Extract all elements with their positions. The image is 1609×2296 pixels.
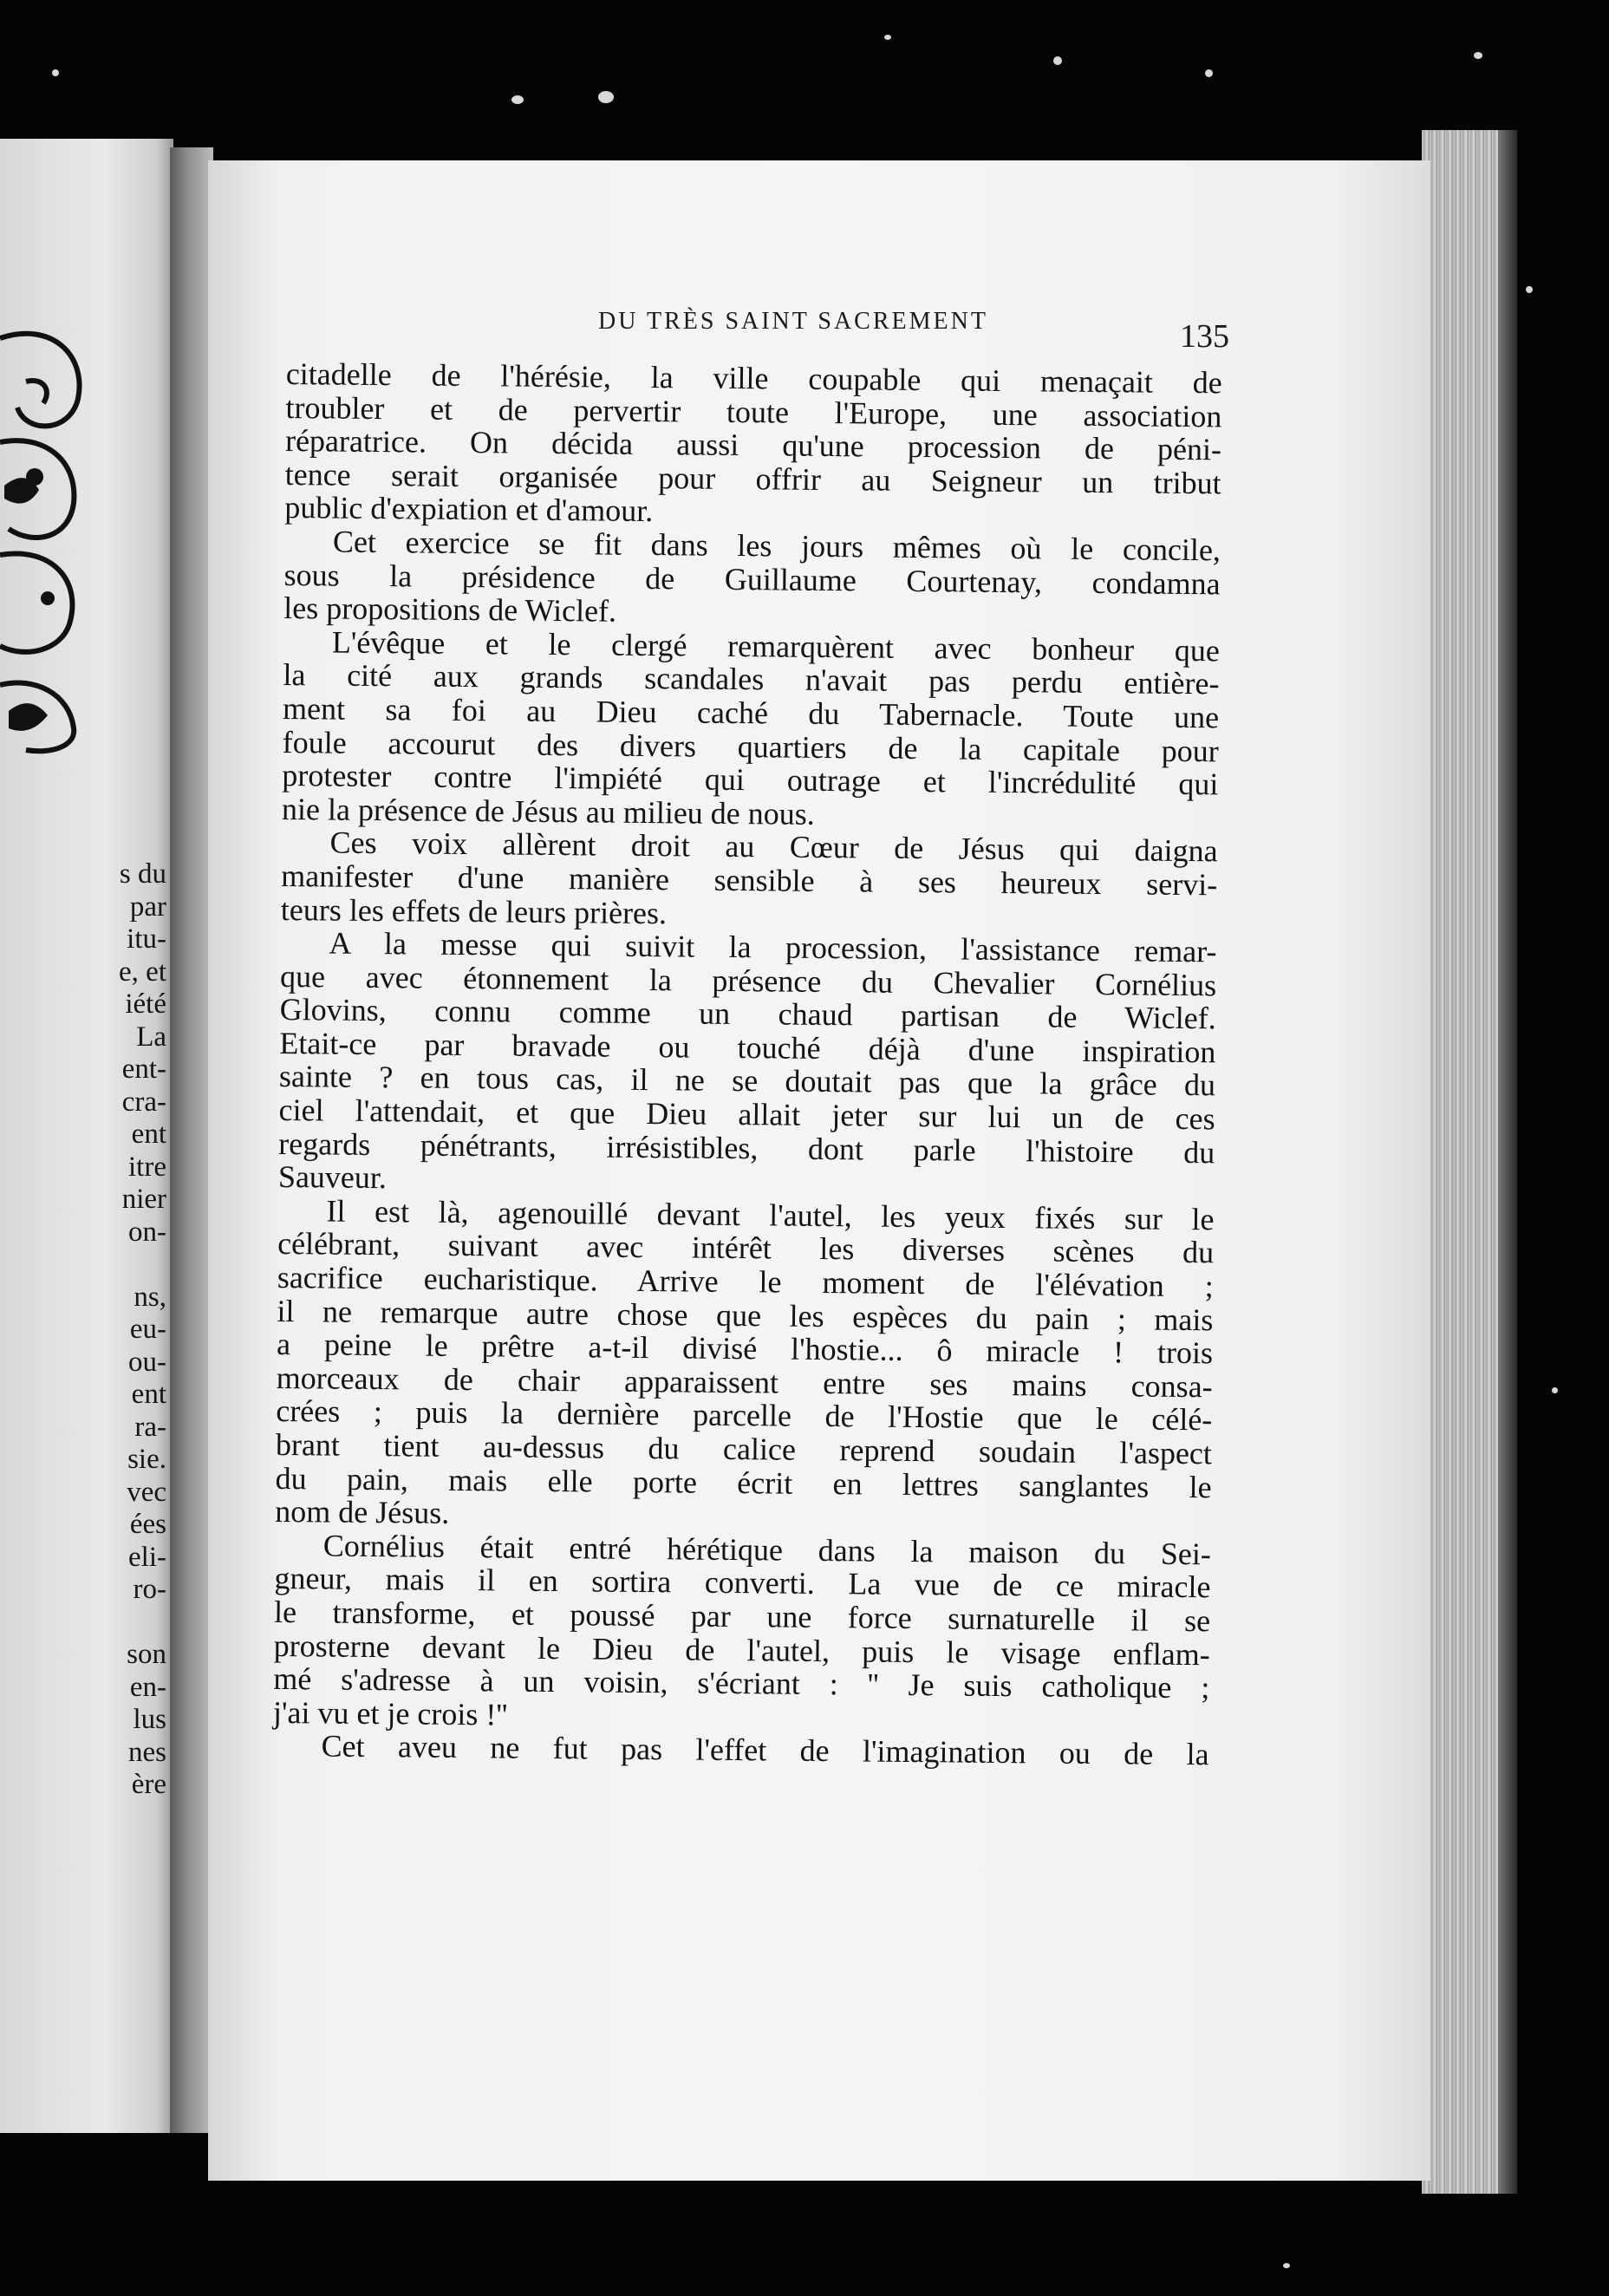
text-line: Etait-ce par bravade ou touché déjà d'une inspiration bbox=[279, 1025, 1216, 1070]
text-line: crées ; puis la dernière parcelle de l'Hostie que le célé- bbox=[276, 1393, 1213, 1438]
text-line: prosterne devant le Dieu de l'autel, puis le visage enflam- bbox=[273, 1627, 1210, 1672]
text-line: foule accourut des divers quartiers de la capitale pour bbox=[282, 724, 1219, 768]
left-fragment-line bbox=[0, 1249, 173, 1282]
left-fragment-line: on- bbox=[128, 1216, 166, 1248]
left-fragment-line: ent- bbox=[121, 1053, 166, 1085]
text-line: nie la présence de Jésus au milieu de nous. bbox=[281, 791, 815, 832]
left-fragment-line: nes bbox=[128, 1736, 166, 1768]
left-fragment-line: ère bbox=[131, 1769, 166, 1800]
text-line: mé s'adresse à un voisin, s'écriant : '' Je suis catholique ; bbox=[273, 1661, 1210, 1706]
text-line: Il est là, agenouillé devant l'autel, les yeux fixés sur le bbox=[326, 1193, 1215, 1237]
page-edges bbox=[1422, 130, 1517, 2194]
left-fragment-line: par bbox=[129, 890, 166, 923]
left-fragment-line: vec bbox=[127, 1476, 166, 1508]
text-line: sacrifice eucharistique. Arrive le moment de l'élévation ; bbox=[277, 1259, 1214, 1304]
text-line: Cet aveu ne fut pas l'effet de l'imagination ou de la bbox=[321, 1728, 1209, 1772]
left-fragment-line: itu- bbox=[127, 923, 166, 955]
left-fragment-line: ra- bbox=[134, 1411, 166, 1443]
text-line: Cornélius était entré hérétique dans la maison du Sei- bbox=[322, 1528, 1211, 1572]
text-line: j'ai vu et je crois !'' bbox=[272, 1694, 508, 1732]
text-line: troubler et de pervertir toute l'Europe, une association bbox=[285, 389, 1222, 434]
page-body-text bbox=[272, 357, 1222, 1771]
text-line: public d'expiation et d'amour. bbox=[284, 490, 654, 529]
text-line: morceaux de chair apparaissent entre ses mains consa- bbox=[276, 1360, 1213, 1405]
text-line: L'évêque et le clergé remarquèrent avec bonheur que bbox=[331, 624, 1220, 669]
left-fragment-line: itre bbox=[128, 1151, 166, 1183]
text-line: gneur, mais il en sortira converti. La vue de ce miracle bbox=[274, 1561, 1211, 1605]
left-fragment-line: nier bbox=[121, 1184, 166, 1215]
text-line: sous la présidence de Guillaume Courtenay, condamna bbox=[283, 557, 1221, 601]
floral-ornament-icon bbox=[0, 303, 104, 754]
left-page bbox=[0, 139, 173, 2133]
text-line: réparatrice. On décida aussi qu'une procession de péni- bbox=[284, 423, 1222, 467]
text-line: les propositions de Wiclef. bbox=[283, 590, 617, 629]
book-gutter bbox=[170, 147, 213, 2133]
text-line: brant tient au-dessus du calice reprend soudain l'aspect bbox=[275, 1426, 1213, 1471]
left-fragment-line: e, et bbox=[119, 956, 166, 988]
text-line: manifester d'une manière sensible à ses heureux servi- bbox=[281, 858, 1218, 903]
text-line: regards pénétrants, irrésistibles, dont parle l'histoire du bbox=[278, 1125, 1215, 1170]
left-fragment-line: son bbox=[127, 1639, 166, 1670]
text-line: nom de Jésus. bbox=[275, 1494, 450, 1531]
text-line: ciel l'attendait, et que Dieu allait jeter sur lui un de ces bbox=[278, 1093, 1215, 1137]
left-fragment-line: ro- bbox=[133, 1574, 166, 1605]
left-fragment-line: ns, bbox=[134, 1281, 166, 1313]
text-line: a peine le prêtre a-t-il divisé l'hostie... ô miracle ! trois bbox=[276, 1327, 1214, 1371]
left-fragment-line: s du bbox=[119, 858, 166, 890]
text-line: Cet exercice se fit dans les jours mêmes où le concile, bbox=[332, 524, 1221, 568]
text-line: protester contre l'impiété qui outrage et l'incrédulité qui bbox=[282, 758, 1219, 802]
text-line: il ne remarque autre chose que les espèces du pain ; mais bbox=[277, 1293, 1214, 1337]
text-line: tence serait organisée pour offrir au Seigneur un tribut bbox=[284, 456, 1221, 501]
text-line: Sauveur. bbox=[277, 1159, 388, 1196]
text-line: Glovins, connu comme un chaud partisan de Wiclef. bbox=[279, 992, 1216, 1036]
running-head: DU TRÈS SAINT SACREMENT bbox=[598, 308, 988, 335]
text-line: sainte ? en tous cas, il ne se doutait pas que la grâce du bbox=[278, 1059, 1216, 1103]
left-fragment-line: ou- bbox=[128, 1346, 166, 1378]
left-fragment-line: iété bbox=[125, 988, 166, 1020]
text-line: le transforme, et poussé par une force surnaturelle il se bbox=[273, 1594, 1211, 1639]
text-line: ment sa foi au Dieu caché du Tabernacle. Toute une bbox=[282, 690, 1220, 735]
left-fragment-line: ent bbox=[131, 1379, 166, 1410]
text-line: que avec étonnement la présence du Chevalier Cornélius bbox=[279, 958, 1217, 1003]
left-fragment-line: ées bbox=[129, 1509, 166, 1540]
left-fragment-line: lus bbox=[133, 1704, 166, 1735]
text-line: du pain, mais elle porte écrit en lettres sanglantes le bbox=[275, 1460, 1212, 1504]
text-line: célébrant, suivant avec intérêt les diverses scènes du bbox=[277, 1226, 1215, 1270]
left-fragment-line: sie. bbox=[127, 1444, 166, 1475]
text-line: A la messe qui suivit la procession, l'assistance remar- bbox=[329, 925, 1217, 969]
text-line: citadelle de l'hérésie, la ville coupable qui menaçait de bbox=[285, 356, 1222, 401]
text-line: teurs les effets de leurs prières. bbox=[280, 891, 668, 930]
left-fragment-line: ent bbox=[131, 1119, 166, 1150]
page-number: 135 bbox=[1180, 318, 1229, 355]
text-line: la cité aux grands scandales n'avait pas perdu entière- bbox=[283, 657, 1220, 701]
left-fragment-line: La bbox=[136, 1021, 166, 1053]
left-fragment-line bbox=[0, 1607, 173, 1640]
left-fragment-line: cra- bbox=[121, 1086, 166, 1118]
left-fragment-line: eli- bbox=[128, 1541, 166, 1573]
left-fragment-line: eu- bbox=[129, 1314, 166, 1345]
left-fragment-line: en- bbox=[129, 1671, 166, 1703]
text-line: Ces voix allèrent droit au Cœur de Jésus qui daigna bbox=[329, 825, 1218, 869]
left-page-text-fragments bbox=[0, 858, 173, 1802]
